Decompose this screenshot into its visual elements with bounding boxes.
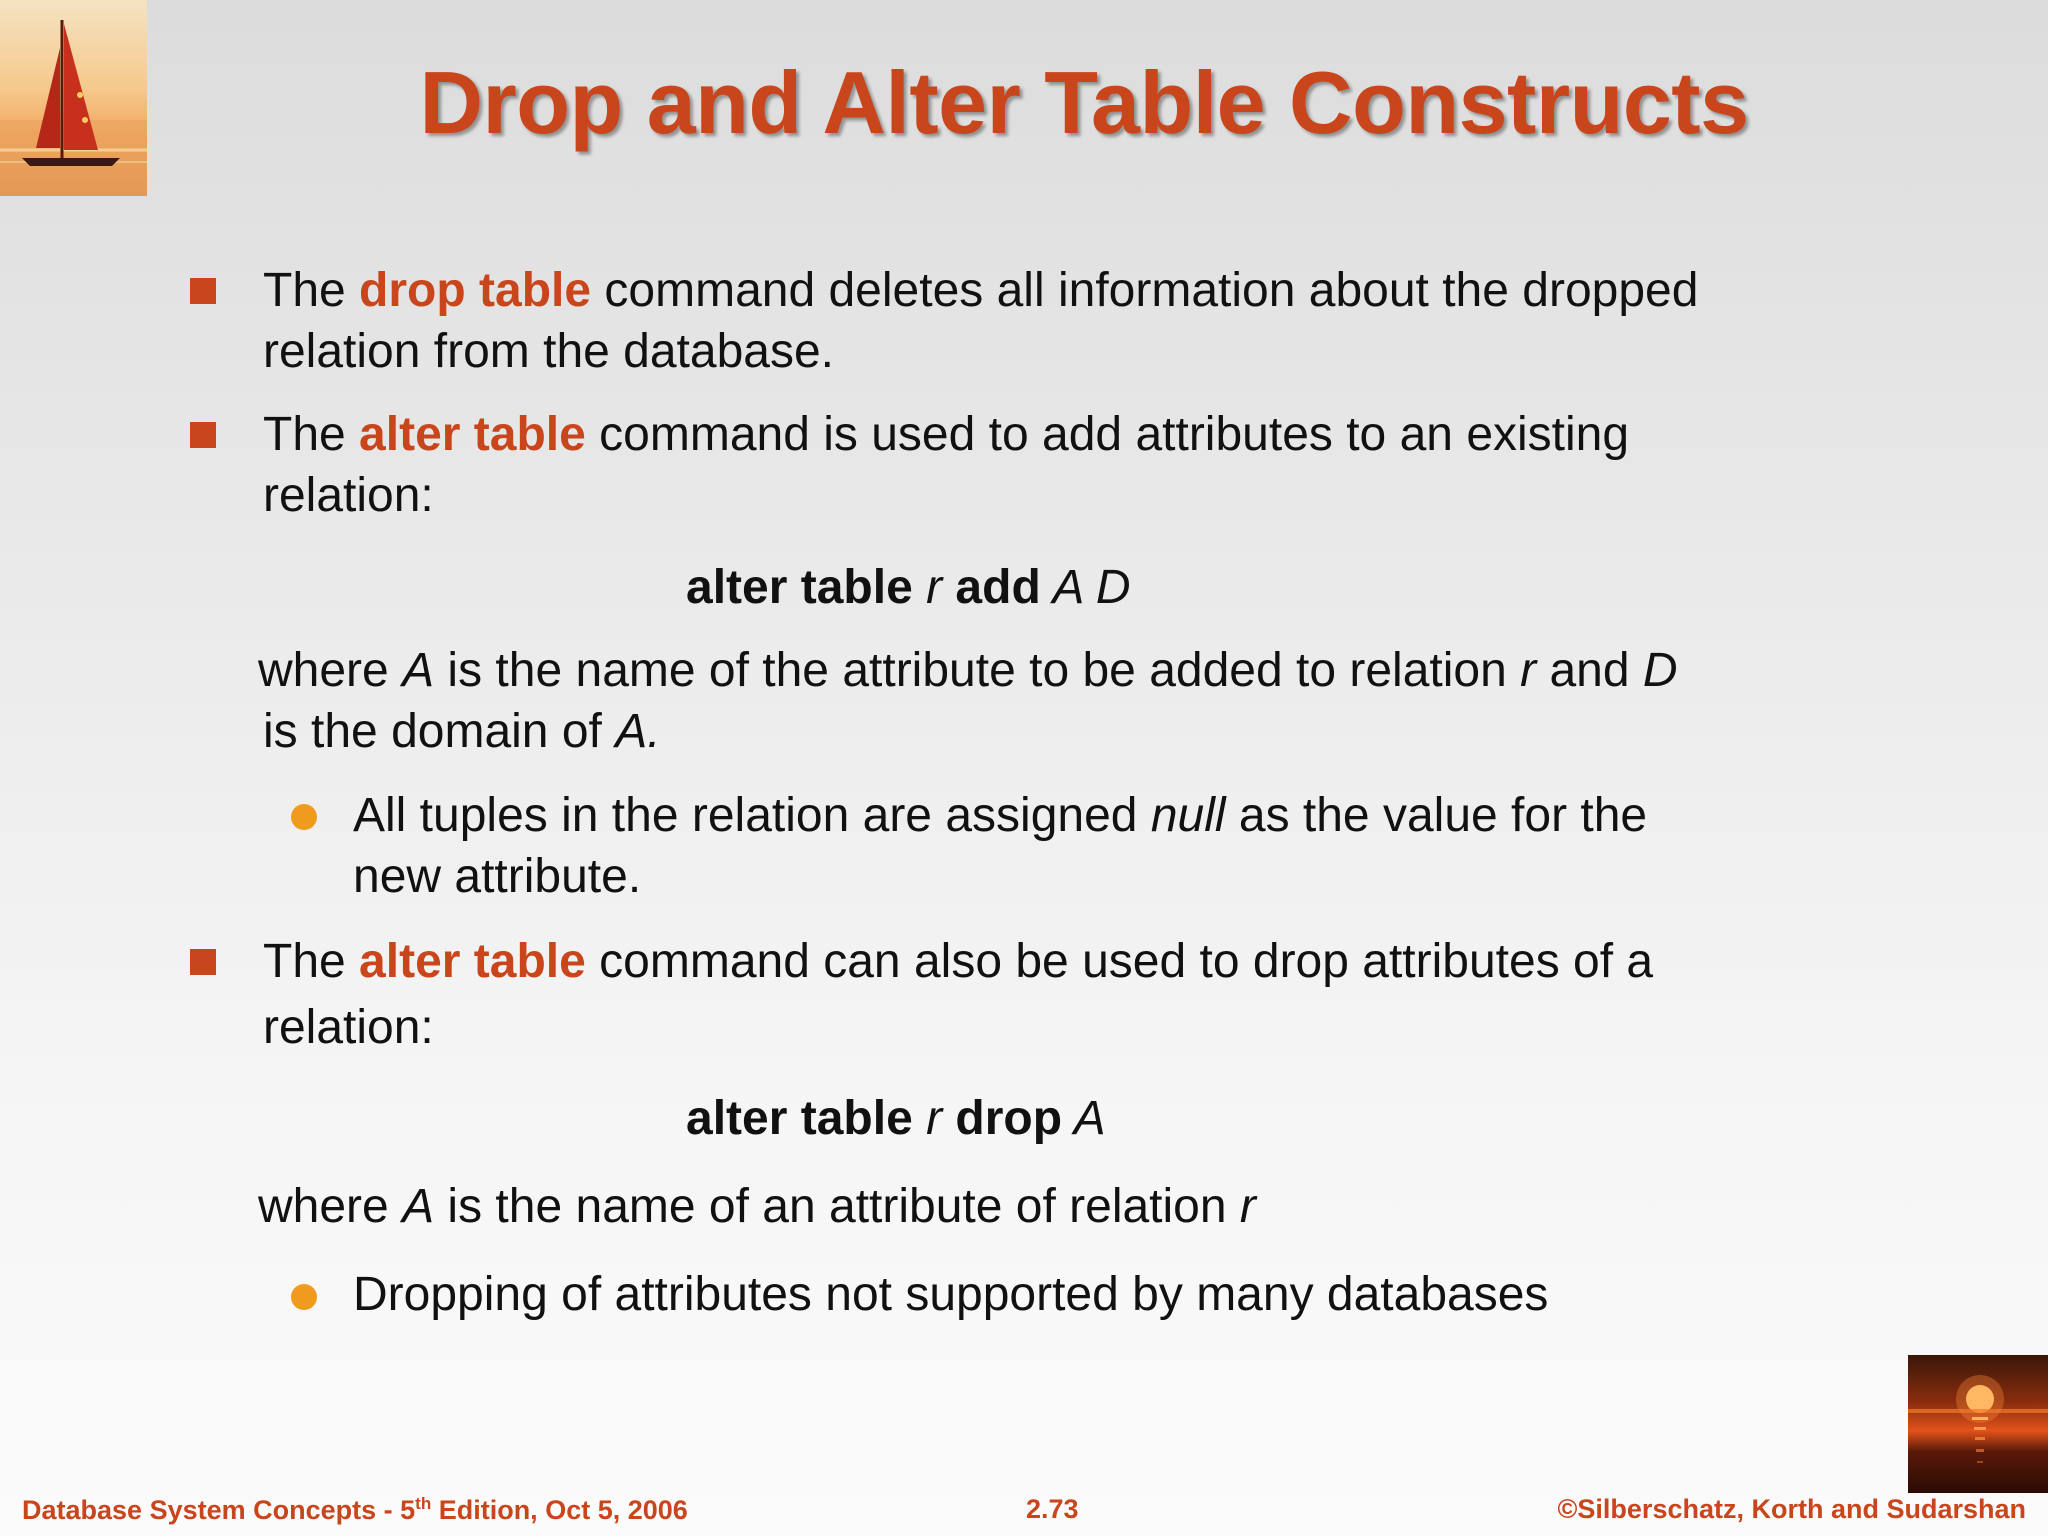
null-term: null (1150, 789, 1226, 842)
text: is the domain of (263, 705, 616, 758)
text: Database System Concepts - 5 (22, 1495, 416, 1525)
variable: A D (1040, 561, 1131, 614)
keyword: add (955, 561, 1041, 614)
statement-add (686, 559, 1131, 617)
text: as the value for the (1225, 789, 1648, 842)
text: The (263, 408, 360, 461)
text: All tuples in the relation are assigned (353, 789, 1151, 842)
footer-left (22, 1494, 688, 1526)
bullet-1-line-1 (263, 262, 1698, 320)
variable: r (1239, 1180, 1256, 1233)
slide-title: Drop and Alter Table Constructs (419, 53, 1749, 152)
footer-copyright: ©Silberschatz, Korth and Sudarshan (1557, 1494, 2026, 1524)
square-bullet-icon (190, 422, 216, 448)
footer-page-number: 2.73 (1026, 1494, 1079, 1524)
sub-bullet-1-line-2: new attribute. (353, 850, 642, 903)
text: Edition, Oct 5, 2006 (431, 1495, 688, 1525)
variable: D (1642, 644, 1678, 697)
sub-bullet-2-line: Dropping of attributes not supported by many databases (353, 1268, 1549, 1321)
variable: A (1062, 1092, 1106, 1145)
bullet-3-line-1 (263, 933, 1653, 991)
variable: A. (615, 705, 661, 758)
keyword: alter table (686, 1092, 913, 1145)
sub-bullet-1-line-1 (353, 787, 1647, 845)
square-bullet-icon (190, 278, 216, 304)
keyword-alter-table: alter table (359, 935, 586, 988)
square-bullet-icon (190, 949, 216, 975)
bullet-2-line-1 (263, 406, 1629, 464)
keyword-drop-table: drop table (359, 264, 592, 317)
bullet-3-line-2: relation: (263, 1001, 434, 1054)
statement-drop (686, 1090, 1106, 1148)
text: command is used to add attributes to an existing (585, 408, 1630, 461)
text: is the name of an attribute of relation (434, 1180, 1240, 1233)
where-add-line-1 (258, 642, 1678, 700)
sunset-image (1908, 1355, 2048, 1493)
circle-bullet-icon (291, 804, 317, 830)
text: is the name of the attribute to be added to relation (434, 644, 1521, 697)
variable: r (912, 1092, 956, 1145)
keyword-alter-table: alter table (359, 408, 586, 461)
keyword: alter table (686, 561, 913, 614)
text: The (263, 264, 360, 317)
text: where (258, 644, 403, 697)
variable: r (912, 561, 956, 614)
variable: r (1520, 644, 1537, 697)
text: The (263, 935, 360, 988)
where-drop-line (258, 1178, 1256, 1236)
text: and (1536, 644, 1643, 697)
text: where (258, 1180, 403, 1233)
sunset-icon (1908, 1355, 2048, 1493)
circle-bullet-icon (291, 1284, 317, 1310)
text: command can also be used to drop attributes of a (585, 935, 1654, 988)
where-add-line-2 (263, 703, 661, 761)
bullet-2-line-2: relation: (263, 469, 434, 522)
text: command deletes all information about the dropped (591, 264, 1699, 317)
superscript: th (415, 1494, 432, 1513)
bullet-1-line-2: relation from the database. (263, 325, 835, 378)
keyword: drop (955, 1092, 1063, 1145)
variable: A (402, 1180, 435, 1233)
variable: A (402, 644, 435, 697)
